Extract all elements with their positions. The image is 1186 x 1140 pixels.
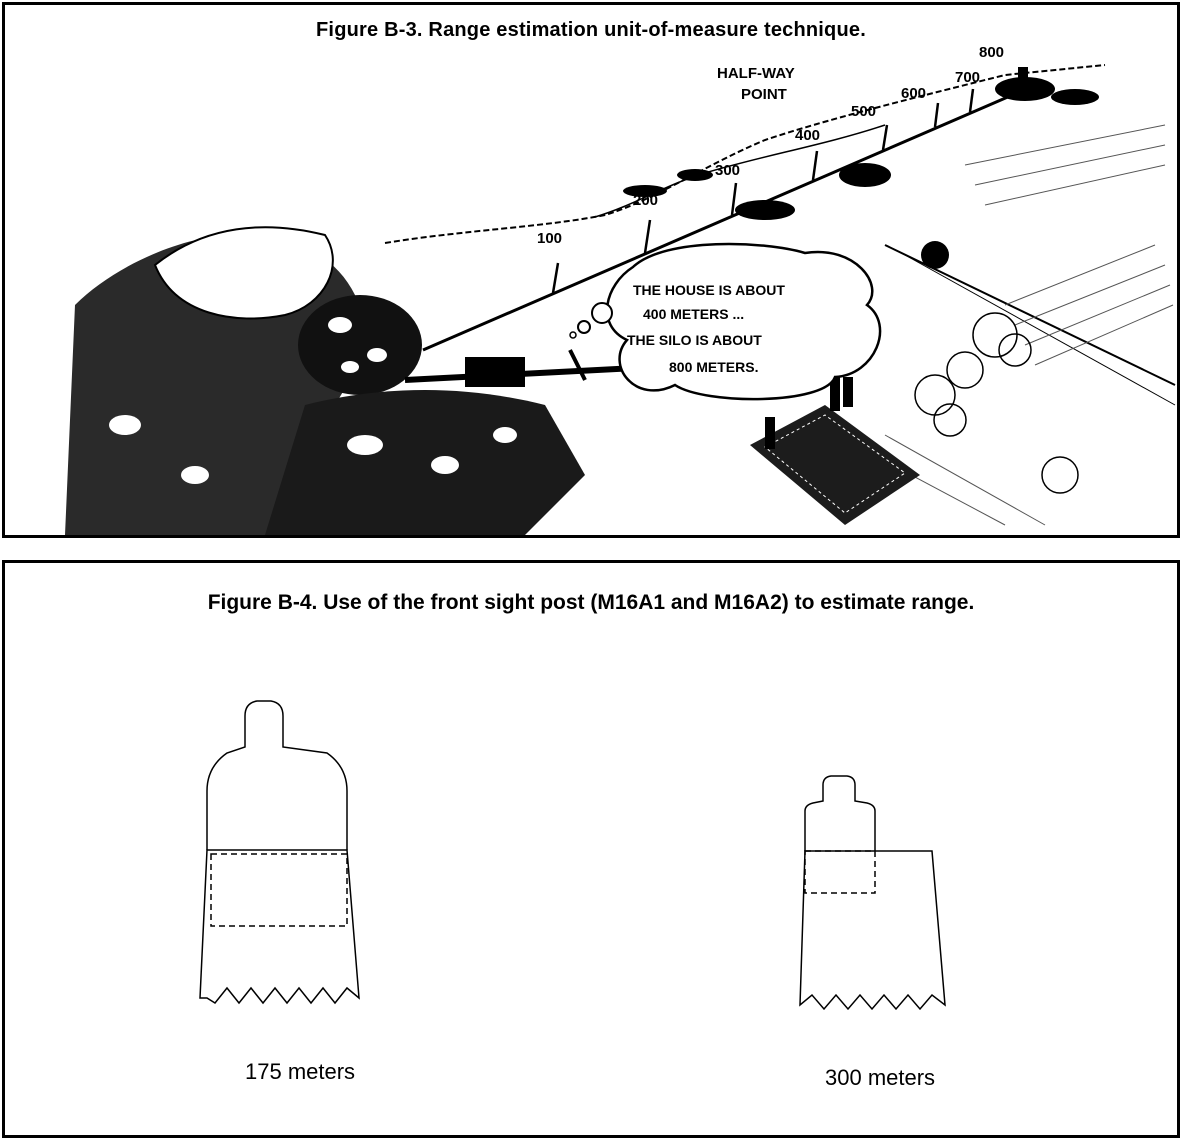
thought-line-4: 800 METERS. — [669, 359, 759, 375]
silo-icon — [1018, 67, 1028, 89]
range-label-200: 200 — [633, 192, 659, 209]
front-sight-post-300m — [805, 851, 875, 893]
figure-b4-panel — [2, 560, 1180, 1138]
range-estimation-illustration — [5, 5, 1177, 535]
range-label-300: 300 — [715, 162, 741, 179]
range-label-600: 600 — [901, 85, 927, 102]
range-label-800: 800 — [979, 44, 1005, 61]
sight-post-diagrams — [5, 563, 1177, 1135]
halfway-label-line1: HALF-WAY — [717, 65, 795, 82]
figure-b3-caption: Figure B-3. Range estimation unit-of-measure technique. — [316, 19, 866, 41]
range-label-500: 500 — [851, 103, 877, 120]
target-silhouette-175m — [200, 701, 359, 1003]
front-sight-post-175m — [211, 854, 347, 926]
range-label-700: 700 — [955, 69, 981, 86]
thought-line-2: 400 METERS ... — [643, 306, 745, 322]
thought-line-1: THE HOUSE IS ABOUT — [633, 282, 785, 298]
distance-label-175m: 175 meters — [245, 1059, 356, 1084]
helmet — [298, 295, 422, 395]
halfway-label-line2: POINT — [741, 86, 787, 103]
range-label-100: 100 — [537, 230, 563, 247]
target-silhouette-300m — [800, 776, 945, 1009]
thought-line-3: THE SILO IS ABOUT — [627, 332, 762, 348]
figure-b3-panel — [2, 2, 1180, 538]
soldier-figure — [65, 227, 655, 535]
distance-label-300m: 300 meters — [825, 1065, 936, 1090]
figure-b4-caption: Figure B-4. Use of the front sight post (M16A1 and M16A2) to estimate range. — [207, 591, 975, 614]
range-label-400: 400 — [795, 127, 821, 144]
